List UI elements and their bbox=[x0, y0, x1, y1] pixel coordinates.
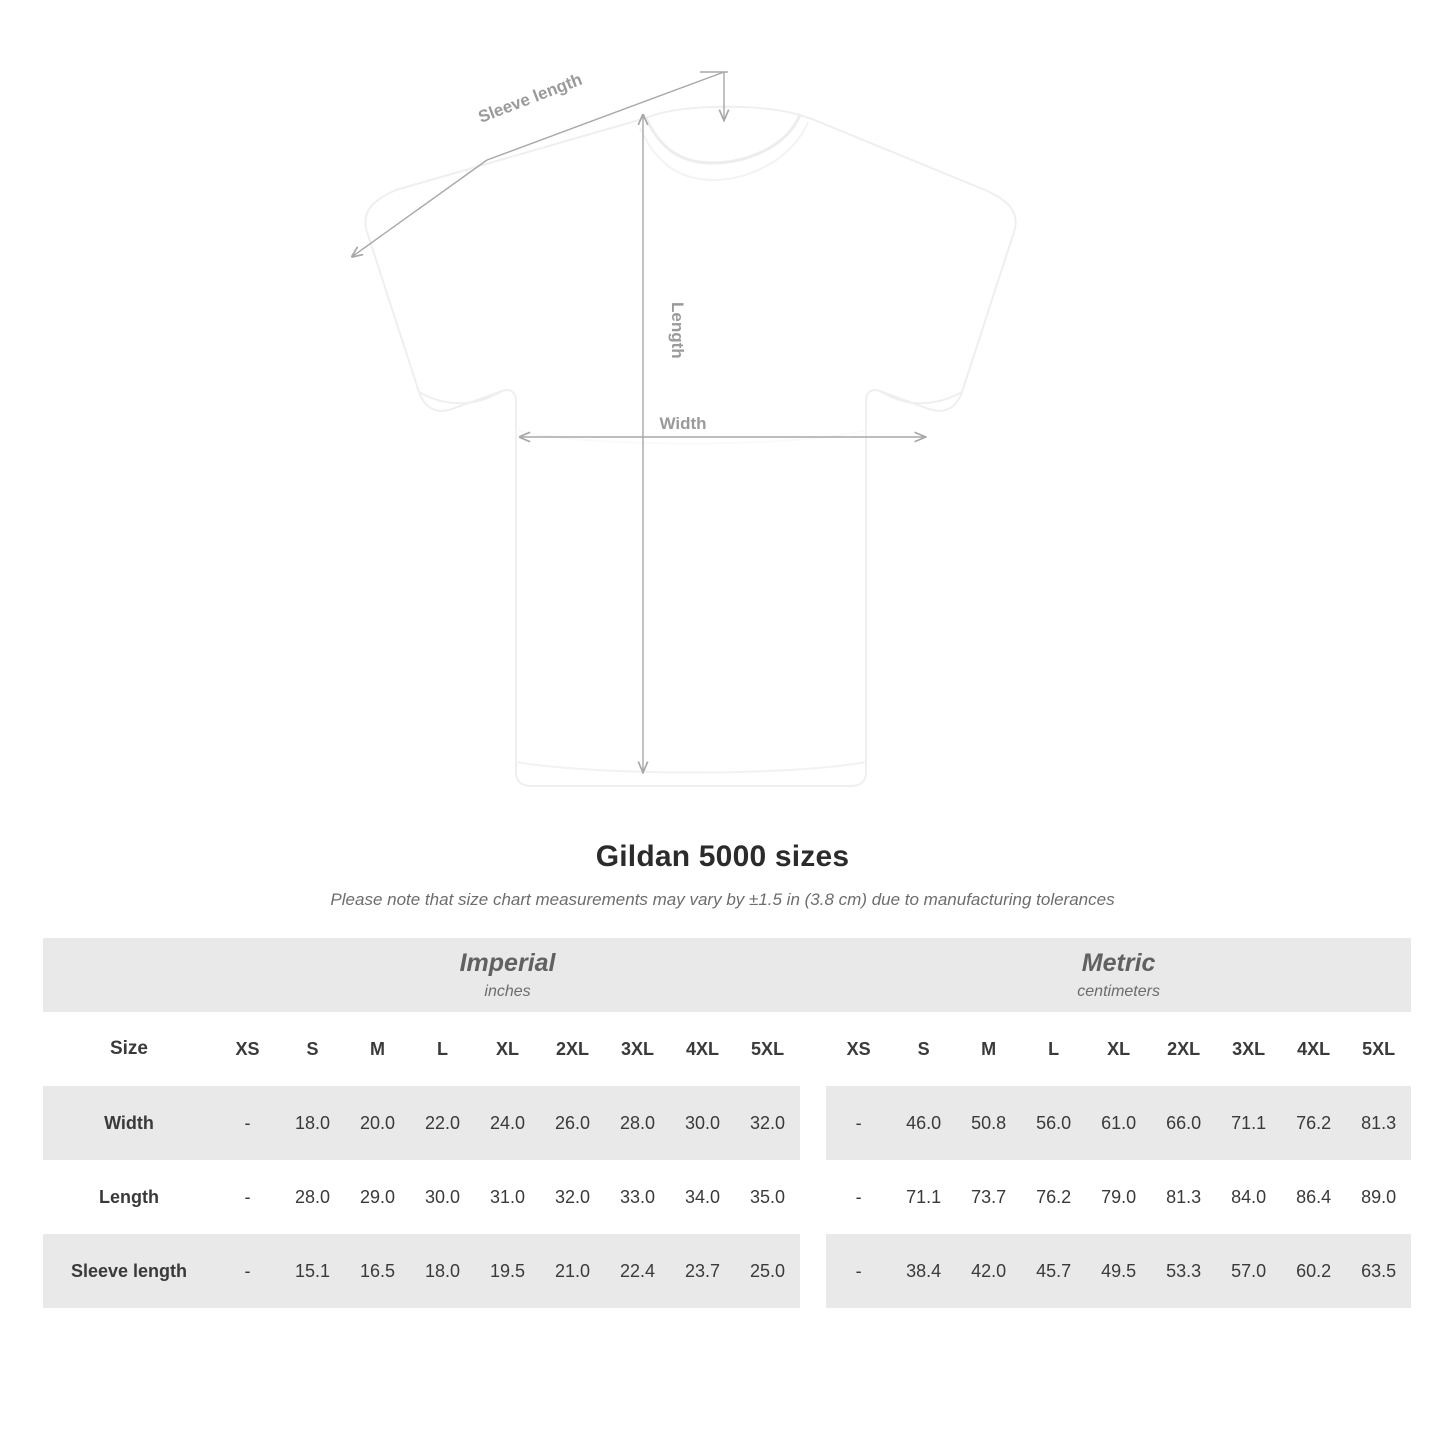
col-header-metric-s: S bbox=[891, 1012, 956, 1086]
cell-length-imperial-s: 28.0 bbox=[280, 1160, 345, 1234]
cell-sleeve-metric-5xl: 63.5 bbox=[1346, 1234, 1411, 1308]
unit-band-spacer bbox=[43, 938, 215, 1012]
col-header-metric-xl: XL bbox=[1086, 1012, 1151, 1086]
row-label-length: Length bbox=[43, 1160, 215, 1234]
cell-width-metric-3xl: 71.1 bbox=[1216, 1086, 1281, 1160]
cell-sleeve-imperial-l: 18.0 bbox=[410, 1234, 475, 1308]
row-divider-width bbox=[800, 1086, 826, 1160]
unit-group-imperial-unit: inches bbox=[484, 983, 531, 1001]
col-header-metric-l: L bbox=[1021, 1012, 1086, 1086]
cell-width-metric-l: 56.0 bbox=[1021, 1086, 1086, 1160]
cell-width-imperial-m: 20.0 bbox=[345, 1086, 410, 1160]
cell-width-metric-xl: 61.0 bbox=[1086, 1086, 1151, 1160]
sleeve-length-label: Sleeve length bbox=[475, 69, 585, 127]
cell-sleeve-imperial-xl: 19.5 bbox=[475, 1234, 540, 1308]
cell-width-metric-m: 50.8 bbox=[956, 1086, 1021, 1160]
length-label: Length bbox=[668, 302, 687, 359]
chart-title-block bbox=[0, 840, 1445, 910]
row-label-sleeve-length: Sleeve length bbox=[43, 1234, 215, 1308]
cell-length-metric-xl: 79.0 bbox=[1086, 1160, 1151, 1234]
cell-sleeve-metric-s: 38.4 bbox=[891, 1234, 956, 1308]
row-divider-length bbox=[800, 1160, 826, 1234]
size-header-row bbox=[43, 1012, 1411, 1086]
cell-sleeve-metric-m: 42.0 bbox=[956, 1234, 1021, 1308]
header-divider bbox=[800, 1012, 826, 1086]
unit-band-row bbox=[43, 938, 1411, 1012]
cell-sleeve-metric-xs: - bbox=[826, 1234, 891, 1308]
col-header-imperial-xl: XL bbox=[475, 1012, 540, 1086]
cell-length-metric-xs: - bbox=[826, 1160, 891, 1234]
col-header-metric-3xl: 3XL bbox=[1216, 1012, 1281, 1086]
col-header-metric-2xl: 2XL bbox=[1151, 1012, 1216, 1086]
cell-width-imperial-l: 22.0 bbox=[410, 1086, 475, 1160]
cell-sleeve-metric-l: 45.7 bbox=[1021, 1234, 1086, 1308]
col-header-metric-m: M bbox=[956, 1012, 1021, 1086]
cell-sleeve-imperial-5xl: 25.0 bbox=[735, 1234, 800, 1308]
table-row-length bbox=[43, 1160, 1411, 1234]
unit-group-metric-unit: centimeters bbox=[1077, 983, 1160, 1001]
cell-length-imperial-2xl: 32.0 bbox=[540, 1160, 605, 1234]
cell-length-imperial-xs: - bbox=[215, 1160, 280, 1234]
tolerance-note: Please note that size chart measurements may vary by ±1.5 in (3.8 cm) due to manufacturing tolerances bbox=[330, 890, 1115, 909]
cell-width-imperial-xl: 24.0 bbox=[475, 1086, 540, 1160]
col-header-imperial-m: M bbox=[345, 1012, 410, 1086]
cell-width-metric-5xl: 81.3 bbox=[1346, 1086, 1411, 1160]
table-row-sleeve-length bbox=[43, 1234, 1411, 1308]
unit-group-metric bbox=[826, 938, 1411, 1012]
cell-width-metric-4xl: 76.2 bbox=[1281, 1086, 1346, 1160]
col-header-metric-xs: XS bbox=[826, 1012, 891, 1086]
table-row-width bbox=[43, 1086, 1411, 1160]
col-header-imperial-l: L bbox=[410, 1012, 475, 1086]
cell-sleeve-imperial-s: 15.1 bbox=[280, 1234, 345, 1308]
unit-band-divider bbox=[800, 938, 826, 1012]
col-header-imperial-xs: XS bbox=[215, 1012, 280, 1086]
cell-length-metric-s: 71.1 bbox=[891, 1160, 956, 1234]
cell-sleeve-metric-4xl: 60.2 bbox=[1281, 1234, 1346, 1308]
cell-sleeve-imperial-xs: - bbox=[215, 1234, 280, 1308]
col-header-imperial-4xl: 4XL bbox=[670, 1012, 735, 1086]
cell-width-imperial-5xl: 32.0 bbox=[735, 1086, 800, 1160]
col-header-metric-4xl: 4XL bbox=[1281, 1012, 1346, 1086]
cell-width-metric-xs: - bbox=[826, 1086, 891, 1160]
cell-width-imperial-3xl: 28.0 bbox=[605, 1086, 670, 1160]
width-label: Width bbox=[659, 414, 707, 433]
cell-sleeve-metric-3xl: 57.0 bbox=[1216, 1234, 1281, 1308]
cell-sleeve-metric-xl: 49.5 bbox=[1086, 1234, 1151, 1308]
row-header-size: Size bbox=[43, 1012, 215, 1086]
cell-length-metric-2xl: 81.3 bbox=[1151, 1160, 1216, 1234]
cell-length-imperial-5xl: 35.0 bbox=[735, 1160, 800, 1234]
cell-sleeve-imperial-3xl: 22.4 bbox=[605, 1234, 670, 1308]
unit-group-metric-name: Metric bbox=[1081, 948, 1156, 977]
cell-width-metric-2xl: 66.0 bbox=[1151, 1086, 1216, 1160]
page-title: Gildan 5000 sizes bbox=[595, 840, 850, 873]
cell-width-imperial-2xl: 26.0 bbox=[540, 1086, 605, 1160]
size-table bbox=[43, 938, 1411, 1308]
cell-length-metric-l: 76.2 bbox=[1021, 1160, 1086, 1234]
size-table-wrapper bbox=[43, 938, 1402, 1308]
cell-width-imperial-s: 18.0 bbox=[280, 1086, 345, 1160]
cell-length-imperial-m: 29.0 bbox=[345, 1160, 410, 1234]
cell-sleeve-metric-2xl: 53.3 bbox=[1151, 1234, 1216, 1308]
row-divider-sleeve bbox=[800, 1234, 826, 1308]
cell-length-metric-m: 73.7 bbox=[956, 1160, 1021, 1234]
cell-length-metric-3xl: 84.0 bbox=[1216, 1160, 1281, 1234]
col-header-imperial-2xl: 2XL bbox=[540, 1012, 605, 1086]
tshirt-shape bbox=[365, 107, 1015, 786]
cell-sleeve-imperial-m: 16.5 bbox=[345, 1234, 410, 1308]
cell-width-imperial-xs: - bbox=[215, 1086, 280, 1160]
row-label-width: Width bbox=[43, 1086, 215, 1160]
cell-length-imperial-3xl: 33.0 bbox=[605, 1160, 670, 1234]
cell-length-metric-5xl: 89.0 bbox=[1346, 1160, 1411, 1234]
cell-length-imperial-4xl: 34.0 bbox=[670, 1160, 735, 1234]
col-header-imperial-s: S bbox=[280, 1012, 345, 1086]
cell-length-imperial-l: 30.0 bbox=[410, 1160, 475, 1234]
cell-width-metric-s: 46.0 bbox=[891, 1086, 956, 1160]
cell-sleeve-imperial-4xl: 23.7 bbox=[670, 1234, 735, 1308]
col-header-imperial-5xl: 5XL bbox=[735, 1012, 800, 1086]
col-header-imperial-3xl: 3XL bbox=[605, 1012, 670, 1086]
cell-sleeve-imperial-2xl: 21.0 bbox=[540, 1234, 605, 1308]
cell-length-imperial-xl: 31.0 bbox=[475, 1160, 540, 1234]
cell-width-imperial-4xl: 30.0 bbox=[670, 1086, 735, 1160]
unit-group-imperial-name: Imperial bbox=[459, 948, 556, 977]
cell-length-metric-4xl: 86.4 bbox=[1281, 1160, 1346, 1234]
col-header-metric-5xl: 5XL bbox=[1346, 1012, 1411, 1086]
unit-group-imperial bbox=[215, 938, 800, 1012]
